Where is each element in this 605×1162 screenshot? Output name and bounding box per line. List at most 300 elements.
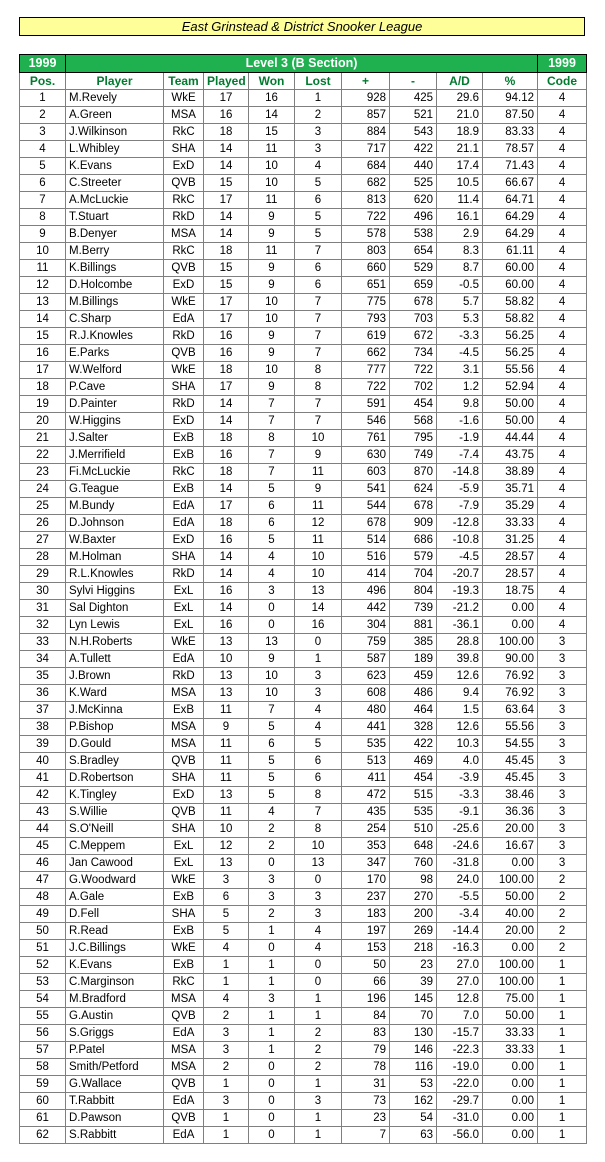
cell-lost: 2 (295, 1059, 342, 1076)
table-row (20, 277, 587, 294)
cell-team: WkE (164, 940, 204, 957)
cell-plus: 603 (342, 464, 390, 481)
cell-ad: 21.0 (437, 107, 483, 124)
cell-code: 4 (538, 600, 587, 617)
cell-code: 4 (538, 141, 587, 158)
cell-ad: -7.4 (437, 447, 483, 464)
cell-plus: 684 (342, 158, 390, 175)
cell-team: WkE (164, 294, 204, 311)
cell-minus: 620 (390, 192, 437, 209)
cell-team: RkC (164, 124, 204, 141)
cell-player: J.Salter (66, 430, 164, 447)
cell-minus: 425 (390, 90, 437, 107)
cell-ad: -22.0 (437, 1076, 483, 1093)
cell-plus: 496 (342, 583, 390, 600)
cell-player: M.Berry (66, 243, 164, 260)
table-row (20, 889, 587, 906)
cell-plus: 50 (342, 957, 390, 974)
cell-pos: 43 (20, 804, 66, 821)
cell-played: 18 (204, 430, 249, 447)
cell-ad: -20.7 (437, 566, 483, 583)
cell-played: 18 (204, 464, 249, 481)
cell-pos: 42 (20, 787, 66, 804)
cell-team: EdA (164, 1025, 204, 1042)
col-header-won: Won (249, 73, 295, 90)
cell-won: 7 (249, 447, 295, 464)
cell-pct: 40.00 (483, 906, 538, 923)
cell-played: 4 (204, 991, 249, 1008)
cell-ad: -19.3 (437, 583, 483, 600)
cell-pct: 78.57 (483, 141, 538, 158)
section-header-row (20, 55, 587, 73)
cell-won: 3 (249, 872, 295, 889)
cell-team: ExL (164, 855, 204, 872)
cell-code: 1 (538, 1025, 587, 1042)
cell-player: R.Read (66, 923, 164, 940)
cell-pos: 57 (20, 1042, 66, 1059)
cell-played: 1 (204, 974, 249, 991)
cell-pct: 38.46 (483, 787, 538, 804)
cell-pos: 41 (20, 770, 66, 787)
cell-code: 4 (538, 430, 587, 447)
cell-minus: 469 (390, 753, 437, 770)
cell-lost: 5 (295, 175, 342, 192)
cell-pos: 48 (20, 889, 66, 906)
cell-lost: 5 (295, 209, 342, 226)
cell-pos: 26 (20, 515, 66, 532)
cell-pos: 30 (20, 583, 66, 600)
cell-minus: 270 (390, 889, 437, 906)
cell-plus: 775 (342, 294, 390, 311)
cell-team: QVB (164, 1110, 204, 1127)
cell-code: 4 (538, 413, 587, 430)
cell-plus: 619 (342, 328, 390, 345)
cell-minus: 515 (390, 787, 437, 804)
cell-lost: 7 (295, 294, 342, 311)
cell-plus: 541 (342, 481, 390, 498)
cell-player: C.Sharp (66, 311, 164, 328)
cell-minus: 98 (390, 872, 437, 889)
cell-pct: 83.33 (483, 124, 538, 141)
cell-code: 1 (538, 1008, 587, 1025)
table-row (20, 1008, 587, 1025)
table-row (20, 719, 587, 736)
cell-played: 17 (204, 90, 249, 107)
cell-team: SHA (164, 821, 204, 838)
table-row (20, 515, 587, 532)
cell-played: 3 (204, 1093, 249, 1110)
cell-plus: 884 (342, 124, 390, 141)
cell-code: 3 (538, 804, 587, 821)
cell-pos: 55 (20, 1008, 66, 1025)
cell-pos: 18 (20, 379, 66, 396)
cell-minus: 116 (390, 1059, 437, 1076)
cell-pos: 1 (20, 90, 66, 107)
cell-pct: 45.45 (483, 753, 538, 770)
cell-pct: 58.82 (483, 294, 538, 311)
table-row (20, 872, 587, 889)
cell-minus: 422 (390, 736, 437, 753)
cell-ad: -3.9 (437, 770, 483, 787)
cell-pos: 47 (20, 872, 66, 889)
cell-minus: 23 (390, 957, 437, 974)
cell-code: 1 (538, 1076, 587, 1093)
cell-ad: 39.8 (437, 651, 483, 668)
cell-code: 4 (538, 549, 587, 566)
cell-code: 3 (538, 685, 587, 702)
cell-played: 3 (204, 1025, 249, 1042)
cell-plus: 414 (342, 566, 390, 583)
cell-plus: 717 (342, 141, 390, 158)
table-row (20, 243, 587, 260)
cell-code: 1 (538, 991, 587, 1008)
cell-minus: 659 (390, 277, 437, 294)
cell-won: 1 (249, 1008, 295, 1025)
cell-minus: 672 (390, 328, 437, 345)
cell-minus: 678 (390, 294, 437, 311)
cell-plus: 660 (342, 260, 390, 277)
cell-pct: 56.25 (483, 328, 538, 345)
cell-won: 6 (249, 515, 295, 532)
cell-minus: 53 (390, 1076, 437, 1093)
cell-ad: 9.8 (437, 396, 483, 413)
cell-won: 9 (249, 345, 295, 362)
cell-ad: 2.9 (437, 226, 483, 243)
table-row (20, 175, 587, 192)
cell-played: 16 (204, 328, 249, 345)
cell-pos: 31 (20, 600, 66, 617)
cell-ad: -4.5 (437, 549, 483, 566)
cell-team: ExL (164, 838, 204, 855)
cell-player: C.Meppem (66, 838, 164, 855)
table-row (20, 702, 587, 719)
cell-minus: 189 (390, 651, 437, 668)
cell-pos: 59 (20, 1076, 66, 1093)
cell-lost: 3 (295, 889, 342, 906)
table-row (20, 600, 587, 617)
cell-minus: 459 (390, 668, 437, 685)
cell-lost: 3 (295, 685, 342, 702)
cell-code: 4 (538, 464, 587, 481)
table-row (20, 532, 587, 549)
cell-won: 9 (249, 379, 295, 396)
cell-played: 16 (204, 345, 249, 362)
cell-lost: 0 (295, 634, 342, 651)
cell-played: 9 (204, 719, 249, 736)
table-row (20, 345, 587, 362)
cell-ad: -5.5 (437, 889, 483, 906)
cell-ad: -19.0 (437, 1059, 483, 1076)
col-header-lost: Lost (295, 73, 342, 90)
cell-team: EdA (164, 1127, 204, 1144)
table-row (20, 362, 587, 379)
cell-code: 4 (538, 617, 587, 634)
cell-plus: 587 (342, 651, 390, 668)
cell-ad: -3.4 (437, 906, 483, 923)
cell-won: 1 (249, 923, 295, 940)
cell-minus: 734 (390, 345, 437, 362)
cell-played: 18 (204, 515, 249, 532)
cell-pos: 51 (20, 940, 66, 957)
cell-played: 17 (204, 294, 249, 311)
cell-played: 16 (204, 617, 249, 634)
cell-team: MSA (164, 991, 204, 1008)
cell-code: 3 (538, 651, 587, 668)
cell-played: 3 (204, 872, 249, 889)
cell-plus: 442 (342, 600, 390, 617)
cell-lost: 7 (295, 396, 342, 413)
cell-code: 1 (538, 1042, 587, 1059)
cell-team: MSA (164, 226, 204, 243)
cell-minus: 464 (390, 702, 437, 719)
cell-ad: -10.8 (437, 532, 483, 549)
cell-won: 3 (249, 889, 295, 906)
cell-pos: 13 (20, 294, 66, 311)
cell-team: RkD (164, 328, 204, 345)
cell-played: 3 (204, 1042, 249, 1059)
cell-player: M.Billings (66, 294, 164, 311)
cell-team: RkC (164, 974, 204, 991)
cell-lost: 8 (295, 821, 342, 838)
cell-played: 11 (204, 702, 249, 719)
cell-won: 0 (249, 600, 295, 617)
cell-plus: 513 (342, 753, 390, 770)
cell-team: ExD (164, 277, 204, 294)
cell-played: 17 (204, 379, 249, 396)
cell-ad: 7.0 (437, 1008, 483, 1025)
cell-pos: 27 (20, 532, 66, 549)
cell-plus: 662 (342, 345, 390, 362)
cell-minus: 39 (390, 974, 437, 991)
cell-code: 4 (538, 107, 587, 124)
cell-team: MSA (164, 107, 204, 124)
cell-code: 4 (538, 158, 587, 175)
cell-minus: 70 (390, 1008, 437, 1025)
cell-plus: 722 (342, 379, 390, 396)
cell-pos: 2 (20, 107, 66, 124)
table-row (20, 192, 587, 209)
cell-ad: -24.6 (437, 838, 483, 855)
cell-pct: 100.00 (483, 974, 538, 991)
cell-pos: 56 (20, 1025, 66, 1042)
cell-won: 11 (249, 243, 295, 260)
cell-minus: 454 (390, 396, 437, 413)
cell-player: E.Parks (66, 345, 164, 362)
cell-team: EdA (164, 1093, 204, 1110)
cell-minus: 486 (390, 685, 437, 702)
cell-player: K.Billings (66, 260, 164, 277)
cell-player: A.McLuckie (66, 192, 164, 209)
cell-team: ExB (164, 923, 204, 940)
cell-pct: 64.29 (483, 209, 538, 226)
cell-code: 4 (538, 243, 587, 260)
cell-plus: 7 (342, 1127, 390, 1144)
cell-lost: 7 (295, 804, 342, 821)
cell-minus: 440 (390, 158, 437, 175)
cell-lost: 1 (295, 651, 342, 668)
cell-code: 4 (538, 379, 587, 396)
cell-pos: 33 (20, 634, 66, 651)
cell-pos: 52 (20, 957, 66, 974)
table-row (20, 158, 587, 175)
cell-played: 14 (204, 141, 249, 158)
table-row (20, 668, 587, 685)
cell-team: RkC (164, 464, 204, 481)
cell-played: 16 (204, 107, 249, 124)
cell-ad: 21.1 (437, 141, 483, 158)
cell-code: 3 (538, 702, 587, 719)
cell-lost: 2 (295, 1042, 342, 1059)
cell-lost: 6 (295, 770, 342, 787)
cell-won: 9 (249, 651, 295, 668)
cell-player: C.Marginson (66, 974, 164, 991)
cell-pct: 28.57 (483, 566, 538, 583)
cell-player: K.Ward (66, 685, 164, 702)
cell-played: 12 (204, 838, 249, 855)
cell-player: A.Tullett (66, 651, 164, 668)
cell-ad: -9.1 (437, 804, 483, 821)
cell-played: 13 (204, 855, 249, 872)
cell-player: G.Teague (66, 481, 164, 498)
cell-won: 9 (249, 260, 295, 277)
cell-lost: 1 (295, 1076, 342, 1093)
cell-player: T.Rabbitt (66, 1093, 164, 1110)
cell-lost: 6 (295, 192, 342, 209)
cell-lost: 16 (295, 617, 342, 634)
cell-ad: 11.4 (437, 192, 483, 209)
cell-pct: 52.94 (483, 379, 538, 396)
cell-pos: 35 (20, 668, 66, 685)
cell-won: 1 (249, 957, 295, 974)
cell-ad: 3.1 (437, 362, 483, 379)
cell-code: 1 (538, 1093, 587, 1110)
cell-team: EdA (164, 498, 204, 515)
cell-player: A.Green (66, 107, 164, 124)
cell-lost: 12 (295, 515, 342, 532)
cell-code: 4 (538, 396, 587, 413)
cell-played: 10 (204, 651, 249, 668)
cell-minus: 703 (390, 311, 437, 328)
table-row (20, 430, 587, 447)
table-row (20, 90, 587, 107)
cell-pct: 33.33 (483, 515, 538, 532)
cell-plus: 759 (342, 634, 390, 651)
cell-plus: 578 (342, 226, 390, 243)
cell-player: K.Evans (66, 957, 164, 974)
table-row (20, 379, 587, 396)
cell-pos: 46 (20, 855, 66, 872)
table-row (20, 753, 587, 770)
cell-team: ExB (164, 889, 204, 906)
cell-pos: 32 (20, 617, 66, 634)
cell-minus: 422 (390, 141, 437, 158)
table-body (20, 90, 587, 1144)
cell-player: M.Revely (66, 90, 164, 107)
table-row (20, 464, 587, 481)
cell-player: W.Baxter (66, 532, 164, 549)
cell-minus: 525 (390, 175, 437, 192)
cell-pos: 54 (20, 991, 66, 1008)
cell-lost: 4 (295, 940, 342, 957)
cell-team: SHA (164, 379, 204, 396)
cell-minus: 704 (390, 566, 437, 583)
cell-pos: 11 (20, 260, 66, 277)
table-row (20, 311, 587, 328)
table-row (20, 651, 587, 668)
cell-played: 14 (204, 600, 249, 617)
cell-ad: -56.0 (437, 1127, 483, 1144)
table-row (20, 1042, 587, 1059)
cell-minus: 496 (390, 209, 437, 226)
cell-lost: 13 (295, 583, 342, 600)
cell-team: RkD (164, 566, 204, 583)
cell-player: P.Cave (66, 379, 164, 396)
cell-ad: -21.2 (437, 600, 483, 617)
league-table (19, 54, 587, 1144)
cell-team: SHA (164, 906, 204, 923)
table-row (20, 328, 587, 345)
cell-team: ExD (164, 413, 204, 430)
cell-won: 0 (249, 1076, 295, 1093)
cell-plus: 761 (342, 430, 390, 447)
cell-won: 10 (249, 668, 295, 685)
cell-won: 15 (249, 124, 295, 141)
cell-lost: 10 (295, 566, 342, 583)
cell-code: 4 (538, 311, 587, 328)
cell-player: J.Wilkinson (66, 124, 164, 141)
cell-code: 3 (538, 668, 587, 685)
year-right: 1999 (538, 55, 587, 73)
cell-ad: 8.3 (437, 243, 483, 260)
cell-pos: 17 (20, 362, 66, 379)
table-row (20, 549, 587, 566)
cell-code: 2 (538, 906, 587, 923)
cell-code: 4 (538, 90, 587, 107)
cell-pct: 0.00 (483, 600, 538, 617)
cell-team: SHA (164, 770, 204, 787)
cell-player: D.Robertson (66, 770, 164, 787)
cell-pct: 76.92 (483, 685, 538, 702)
cell-pos: 21 (20, 430, 66, 447)
cell-won: 2 (249, 906, 295, 923)
cell-played: 14 (204, 549, 249, 566)
cell-won: 11 (249, 192, 295, 209)
table-row (20, 991, 587, 1008)
cell-played: 4 (204, 940, 249, 957)
cell-plus: 353 (342, 838, 390, 855)
cell-pos: 16 (20, 345, 66, 362)
cell-ad: -31.8 (437, 855, 483, 872)
cell-plus: 237 (342, 889, 390, 906)
cell-minus: 686 (390, 532, 437, 549)
cell-played: 17 (204, 311, 249, 328)
cell-player: G.Woodward (66, 872, 164, 889)
cell-team: ExL (164, 583, 204, 600)
cell-plus: 777 (342, 362, 390, 379)
cell-player: P.Bishop (66, 719, 164, 736)
cell-ad: -29.7 (437, 1093, 483, 1110)
cell-team: QVB (164, 175, 204, 192)
cell-pos: 49 (20, 906, 66, 923)
cell-player: S.Griggs (66, 1025, 164, 1042)
cell-code: 4 (538, 345, 587, 362)
cell-minus: 760 (390, 855, 437, 872)
cell-played: 16 (204, 532, 249, 549)
cell-player: S.Bradley (66, 753, 164, 770)
cell-pct: 0.00 (483, 1127, 538, 1144)
cell-played: 13 (204, 634, 249, 651)
column-header-row (20, 73, 587, 90)
